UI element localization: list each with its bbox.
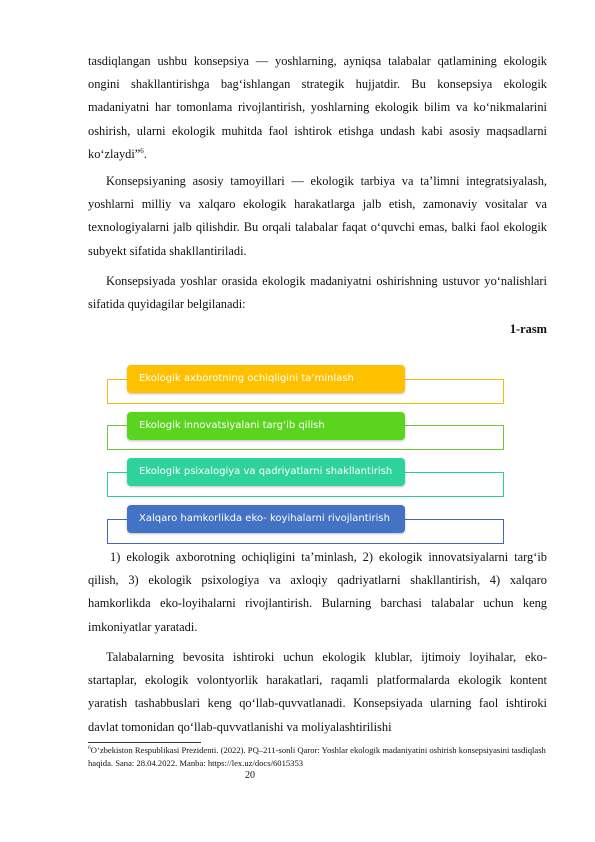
paragraph-student-participation: Talabalarning bevosita ishtiroki uchun ekologik klublar, ijtimoiy loyihalar, eko-startaplar, ekologik volontyorlik harakatlari, raqamli platformalarda ekologik kontent yaratish tashabbuslari keng qo‘llab-quvvatlanadi. Konsepsiyada ularning faol ishtiroki davlat tomonidan qo‘llab-quvvatlanishi va moliyalashtirilishi (88, 650, 547, 734)
footnote-number: 6 (88, 745, 91, 752)
diagram-item-information-openness: Ekologik axborotning ochiqligini ta’minlash (127, 365, 405, 393)
footnote-separator (88, 742, 201, 743)
paragraph-concept-intro (88, 50, 547, 166)
paragraph-principles: Konsepsiyaning asosiy tamoyillari — ekologik tarbiya va ta’limni integratsiyalash, yoshlarni milliy va xalqaro ekologik harakatlarga jalb etish, zamonaviy vositalar va texnologiyalarni jalb qilishdir. Bu orqali talabalar faqat o‘quvchi emas, balki faol ekologik subyekt sifatida shakllantiriladi. (88, 174, 547, 258)
diagram-item-innovation-promotion: Ekologik innovatsiyalani targ‘ib qilish (127, 412, 405, 440)
diagram-item-psychology-values: Ekologik psixalogiya va qadriyatlarni shakllantirish (127, 458, 405, 486)
paragraph-text: tasdiqlangan ushbu konsepsiya — yoshlarning, ayniqsa talabalar qatlamining ekologik ongini shakllantirishga bag‘ishlangan strategik hujjatdir. Bu konsepsiya ekologik madaniyatni har tomonlama rivojlantirish, yoshlarning ekologik bilim va ko‘nikmalarini oshirish, ularni ekologik muhitda faol ishtirok etishga undash kabi asosiy maqsadlarni ko‘zlaydi” (88, 54, 547, 161)
page-number: 20 (245, 770, 255, 781)
footnote-reference[interactable]: 6 (140, 146, 144, 155)
paragraph-end-punctuation: . (143, 146, 147, 161)
paragraph-priorities-list: 1) ekologik axborotning ochiqligini ta’minlash, 2) ekologik innovatsiyalarni targ‘ib qilish, 3) ekologik psixologiya va axloqiy qadriyatlarni shakllantirish, 4) xalqaro hamkorlikda eko-loyihalarni rivojlantirish. Bularning barchasi talabalar uchun keng imkoniyatlar yaratadi. (88, 550, 547, 634)
figure-label: 1-rasm (509, 322, 547, 336)
paragraph-priorities-intro: Konsepsiyada yoshlar orasida ekologik madaniyatni oshirishning ustuvor yo‘nalishlari sifatida quyidagilar belgilanadi: (88, 274, 547, 312)
priorities-diagram (107, 362, 506, 542)
diagram-item-international-cooperation: Xalqaro hamkorlikda eko- koyihalarni rivojlantirish (127, 505, 405, 533)
footnote-text: O‘zbekiston Respublikasi Prezidenti. (2022). PQ–211-sonli Qaror: Yoshlar ekologik madaniyatini oshirish konsepsiyasini tasdiqlash haqida. Sana: 28.04.2022. Manba: https://lex.uz/docs/6015353 (88, 745, 546, 768)
footnote (88, 744, 558, 769)
